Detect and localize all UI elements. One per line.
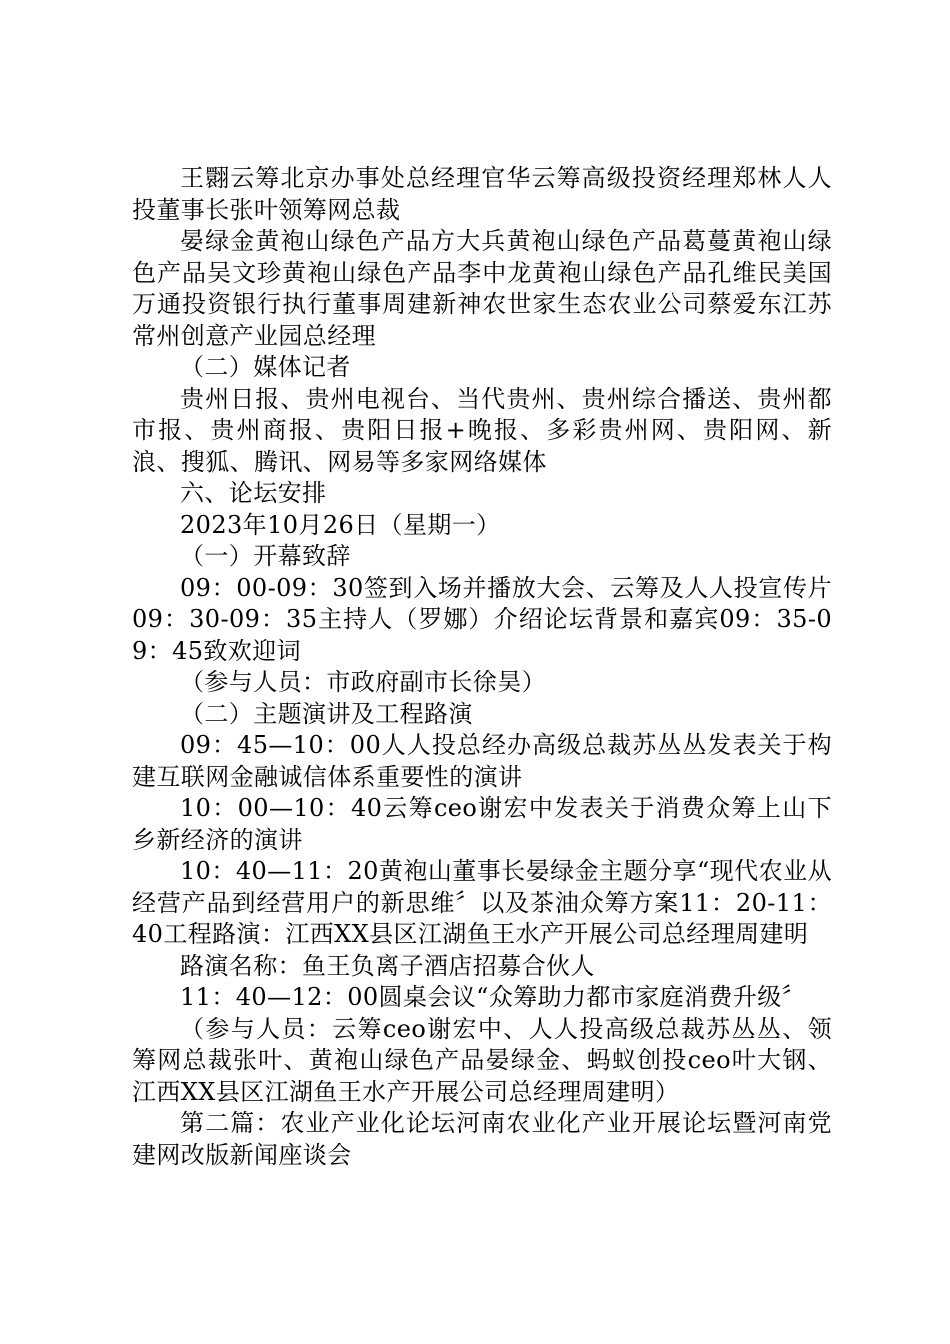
- keynote-item-2: 10：00—10：40云筹ceo谢宏中发表关于消费众筹上山下乡新经济的演讲: [132, 794, 832, 854]
- opening-schedule-paragraph: 09：00-09：30签到入场并播放大会、云筹及人人投宣传片09：30-09：35主持人（罗娜）介绍论坛背景和嘉宾09：35-09：45致欢迎词: [132, 573, 832, 665]
- media-list-paragraph: 贵州日报、贵州电视台、当代贵州、贵州综合播送、贵州都市报、贵州商报、贵阳日报+晚报、多彩贵州网、贵阳网、新浪、搜狐、腾讯、网易等多家网络媒体: [132, 384, 832, 476]
- opening-participants: （参与人员：市政府副市长徐昊）: [180, 668, 546, 696]
- guest-list-paragraph-1: 王翾云筹北京办事处总经理官华云筹高级投资经理郑林人人投董事长张叶领筹网总裁: [132, 164, 832, 224]
- opening-heading: （一）开幕致辞: [180, 542, 351, 570]
- keynote-item-3: 10：40—11：20黄袍山董事长晏绿金主题分享“现代农业从经营产品到经营用户的新思维〞以及茶油众筹方案11：20-11：40工程路演：江西XX县区江湖鱼王水产开展公司总经理周建明: [132, 857, 832, 948]
- media-heading: （二）媒体记者: [180, 353, 351, 381]
- forum-date: 2023年10月26日（星期一）: [180, 510, 501, 539]
- keynote-heading: （二）主题演讲及工程路演: [180, 699, 473, 728]
- guest-list-paragraph-2: 晏绿金黄袍山绿色产品方大兵黄袍山绿色产品葛蔓黄袍山绿色产品吴文珍黄袍山绿色产品李中龙黄袍山绿色产品孔维民美国万通投资银行执行董事周建新神农世家生态农业公司蔡爱东江苏常州创意产业园总经理: [132, 227, 832, 350]
- roundtable-item: 11：40—12：00圆桌会议“众筹助力都市家庭消费升级〞: [180, 983, 807, 1011]
- second-article-title: 第二篇：农业产业化论坛河南农业化产业开展论坛暨河南党建网改版新闻座谈会: [132, 1109, 832, 1169]
- section-heading-forum-schedule: 六、论坛安排: [180, 479, 327, 507]
- keynote-item-1: 09：45—10：00人人投总经办高级总裁苏丛丛发表关于构建互联网金融诚信体系重要性的演讲: [132, 731, 832, 791]
- document-body: [132, 163, 832, 1171]
- roundtable-participants: （参与人员：云筹ceo谢宏中、人人投高级总裁苏丛丛、领筹网总裁张叶、黄袍山绿色产品晏绿金、蚂蚁创投ceo叶大钢、江西XX县区江湖鱼王水产开展公司总经理周建明）: [132, 1014, 832, 1106]
- roadshow-title: 路演名称：鱼王负离子酒店招募合伙人: [180, 951, 595, 980]
